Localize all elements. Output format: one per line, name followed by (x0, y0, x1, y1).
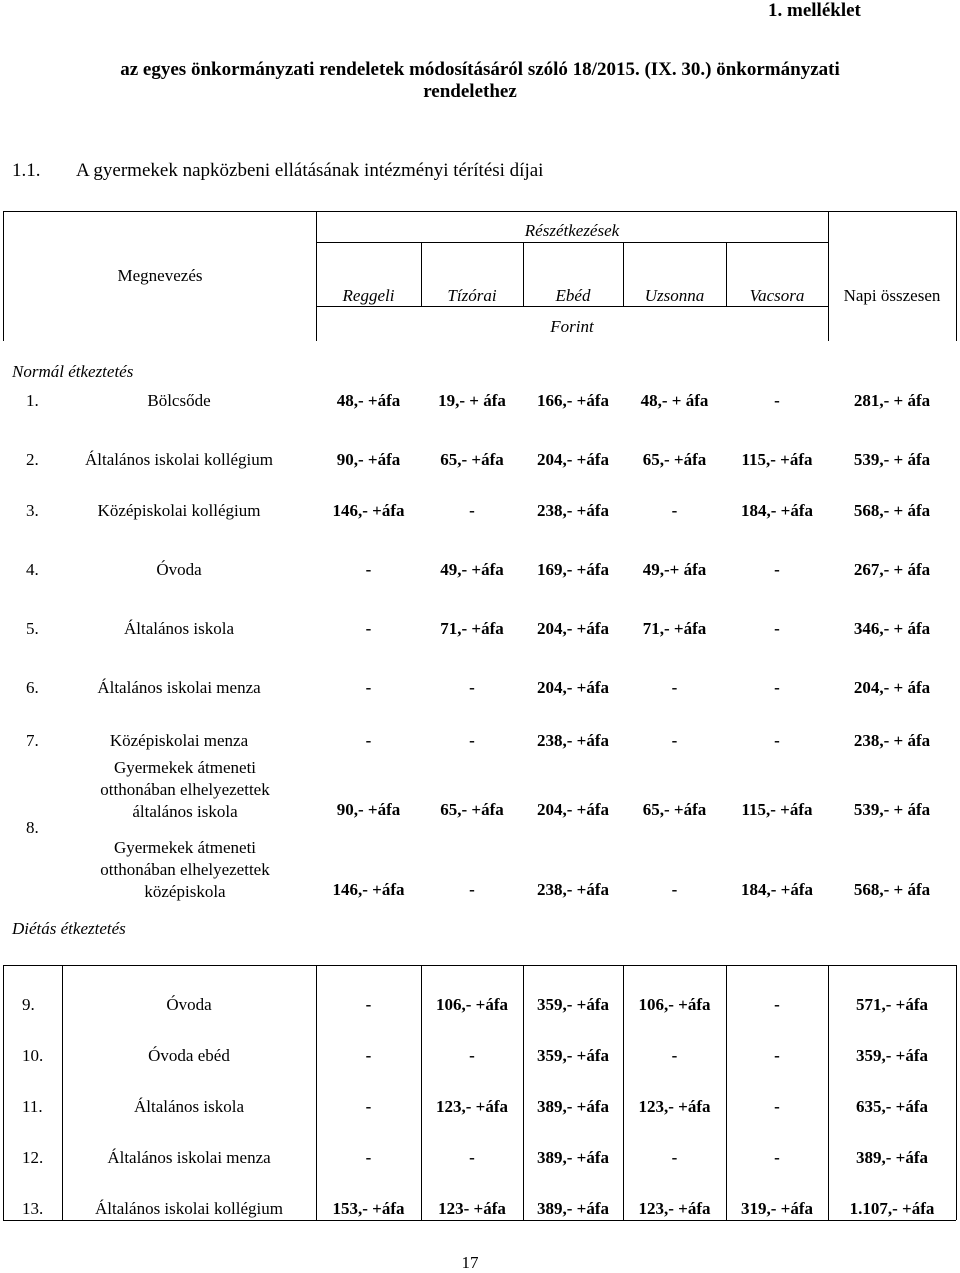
diet-row-cell: 635,- +áfa (855, 1097, 928, 1116)
normal-row-name: Középiskolai menza (109, 731, 249, 750)
normal-row-cell: 539,- + áfa (853, 450, 931, 469)
diet-row-name: Általános iskolai menza (107, 1148, 271, 1167)
diet-row-cell: - (774, 1148, 780, 1167)
normal-row-cell: - (774, 619, 780, 638)
normal-row-name: Óvoda (156, 560, 202, 579)
normal-row-name: Általános iskolai menza (97, 678, 261, 697)
normal-row-cell: 169,- +áfa (536, 560, 609, 579)
col-uzsonna: Uzsonna (644, 286, 705, 305)
col-tizorai: Tízórai (447, 286, 497, 305)
heading-line-1: az egyes önkormányzati rendeletek módosításáról szóló 18/2015. (IX. 30.) önkormányzati (120, 59, 840, 80)
normal-row-cell: - (365, 678, 372, 697)
diet-row-cell: 389,- +áfa (855, 1148, 928, 1167)
normal-row-cell: 204,- +áfa (536, 678, 609, 697)
diet-row-cell: 106,- +áfa (638, 995, 711, 1014)
col-vacsora: Vacsora (749, 286, 805, 305)
normal-row-number: 5. (26, 619, 39, 638)
normal-row-cell: 71,- +áfa (440, 619, 504, 638)
diet-row-cell: - (365, 1148, 372, 1167)
section-title: A gyermekek napközbeni ellátásának intézményi térítési díjai (76, 160, 544, 181)
diet-row-number: 12. (22, 1148, 44, 1167)
normal-row-number: 3. (26, 501, 39, 520)
normal-row-number: 4. (26, 560, 39, 579)
diet-row-cell: - (365, 995, 372, 1014)
diet-row-name: Óvoda ebéd (148, 1046, 230, 1065)
diet-row-cell: 123,- +áfa (638, 1097, 711, 1116)
diet-row-cell: - (774, 1046, 780, 1065)
row-8a-cell: 539,- + áfa (853, 800, 931, 819)
diet-row-cell: 123- +áfa (438, 1199, 506, 1218)
row-8b-name: Gyermekek átmeneti otthonában elhelyezettek középiskola (100, 838, 270, 901)
diet-row-number: 9. (22, 995, 35, 1014)
row-8b-cell: - (671, 880, 678, 899)
normal-row-cell: 184,- +áfa (740, 501, 813, 520)
row-8a-cell: 90,- +áfa (336, 800, 401, 819)
diet-row-cell: 359,- +áfa (536, 1046, 609, 1065)
row-8a-cell: 65,- +áfa (440, 800, 504, 819)
page-number: 17 (461, 1253, 479, 1272)
normal-row-cell: 267,- + áfa (853, 560, 931, 579)
normal-row-cell: 238,- +áfa (536, 501, 609, 520)
diet-row-cell: 359,- +áfa (855, 1046, 928, 1065)
normal-row-cell: 238,- + áfa (853, 731, 931, 750)
row-8a-cell: 115,- +áfa (741, 800, 813, 819)
diet-row-number: 13. (22, 1199, 44, 1218)
row-8b-cell: - (469, 880, 475, 899)
header-unit: Forint (550, 317, 594, 336)
normal-row-cell: - (671, 731, 678, 750)
normal-row-cell: 71,- +áfa (642, 619, 707, 638)
normal-row-cell: - (774, 731, 780, 750)
row-8b-cell: 238,- +áfa (536, 880, 609, 899)
header-name: Megnevezés (117, 266, 203, 285)
normal-row-name: Általános iskolai kollégium (85, 450, 273, 469)
normal-row-cell: - (774, 560, 780, 579)
diet-label: Diétás étkeztetés (12, 919, 126, 938)
normal-row-number: 6. (26, 678, 39, 697)
diet-row-number: 11. (22, 1097, 43, 1116)
normal-row-cell: 166,- +áfa (536, 391, 609, 410)
diet-row-cell: 319,- +áfa (740, 1199, 813, 1218)
diet-row-cell: - (671, 1046, 678, 1065)
header-group: Részétkezések (524, 221, 620, 240)
section-number: 1.1. (12, 160, 41, 181)
diet-row-cell: - (774, 1097, 780, 1116)
diet-row-cell: 123,- +áfa (638, 1199, 711, 1218)
normal-row-number: 1. (26, 391, 39, 410)
heading-line-2: rendelethez (423, 81, 517, 102)
col-ebed: Ebéd (555, 286, 591, 305)
diet-row-cell: 389,- +áfa (536, 1148, 609, 1167)
normal-row-cell: 49,- +áfa (440, 560, 504, 579)
normal-row-cell: 115,- +áfa (741, 450, 813, 469)
normal-row-number: 7. (26, 731, 39, 750)
row-8b-cell: 146,- +áfa (332, 880, 405, 899)
normal-row-cell: 204,- +áfa (536, 619, 609, 638)
diet-row-cell: - (365, 1097, 372, 1116)
row-number: 8. (26, 818, 39, 837)
normal-row-cell: - (365, 731, 372, 750)
diet-row-cell: 1.107,- +áfa (849, 1199, 935, 1218)
normal-row-name: Középiskolai kollégium (97, 501, 261, 520)
normal-row-cell: 65,- +áfa (440, 450, 504, 469)
row-8a-cell: 204,- +áfa (536, 800, 609, 819)
normal-row-cell: 346,- + áfa (853, 619, 931, 638)
annex-label: 1. melléklet (768, 0, 861, 21)
diet-row-name: Óvoda (166, 995, 212, 1014)
row-8b-cell: 184,- +áfa (740, 880, 813, 899)
diet-row-cell: - (469, 1046, 475, 1065)
diet-row-cell: - (365, 1046, 372, 1065)
normal-row-number: 2. (26, 450, 39, 469)
normal-row-cell: 146,- +áfa (332, 501, 405, 520)
diet-row-cell: 153,- +áfa (332, 1199, 405, 1218)
normal-row-cell: 19,- + áfa (438, 391, 506, 410)
normal-row-cell: 238,- +áfa (536, 731, 609, 750)
normal-row-cell: 204,- + áfa (853, 678, 931, 697)
normal-row-cell: - (469, 501, 475, 520)
diet-row-cell: 123,- +áfa (435, 1097, 508, 1116)
row-8a-cell: 65,- +áfa (642, 800, 707, 819)
normal-row-name: Bölcsőde (147, 391, 211, 410)
normal-row-cell: - (671, 678, 678, 697)
diet-row-cell: 359,- +áfa (536, 995, 609, 1014)
col-reggeli: Reggeli (342, 286, 395, 305)
normal-row-cell: 204,- +áfa (536, 450, 609, 469)
diet-row-cell: 106,- +áfa (435, 995, 508, 1014)
normal-row-cell: - (774, 391, 780, 410)
normal-row-cell: 48,- +áfa (336, 391, 401, 410)
normal-row-cell: 90,- +áfa (336, 450, 401, 469)
normal-row-name: Általános iskola (123, 619, 234, 638)
normal-row-cell: - (774, 678, 780, 697)
normal-row-cell: 568,- + áfa (853, 501, 931, 520)
normal-row-cell: - (671, 501, 678, 520)
diet-row-cell: - (671, 1148, 678, 1167)
normal-label: Normál étkeztetés (12, 362, 134, 381)
normal-row-cell: 48,- + áfa (640, 391, 709, 410)
diet-row-cell: 389,- +áfa (536, 1199, 609, 1218)
normal-row-cell: 49,-+ áfa (642, 560, 707, 579)
normal-row-cell: - (469, 731, 475, 750)
normal-row-cell: 281,- + áfa (853, 391, 931, 410)
normal-row-cell: 65,- +áfa (642, 450, 707, 469)
normal-row-cell: - (365, 619, 372, 638)
diet-row-cell: 389,- +áfa (536, 1097, 609, 1116)
diet-row-name: Általános iskolai kollégium (95, 1199, 283, 1218)
row-8b-cell: 568,- + áfa (853, 880, 931, 899)
normal-row-cell: - (469, 678, 475, 697)
diet-row-cell: 571,- +áfa (855, 995, 928, 1014)
row-8a-name: Gyermekek átmeneti otthonában elhelyezettek általános iskola (100, 758, 270, 821)
diet-row-number: 10. (22, 1046, 44, 1065)
diet-row-cell: - (469, 1148, 475, 1167)
normal-row-cell: - (365, 560, 372, 579)
diet-row-cell: - (774, 995, 780, 1014)
diet-row-name: Általános iskola (133, 1097, 244, 1116)
header-total: Napi összesen (843, 286, 941, 305)
